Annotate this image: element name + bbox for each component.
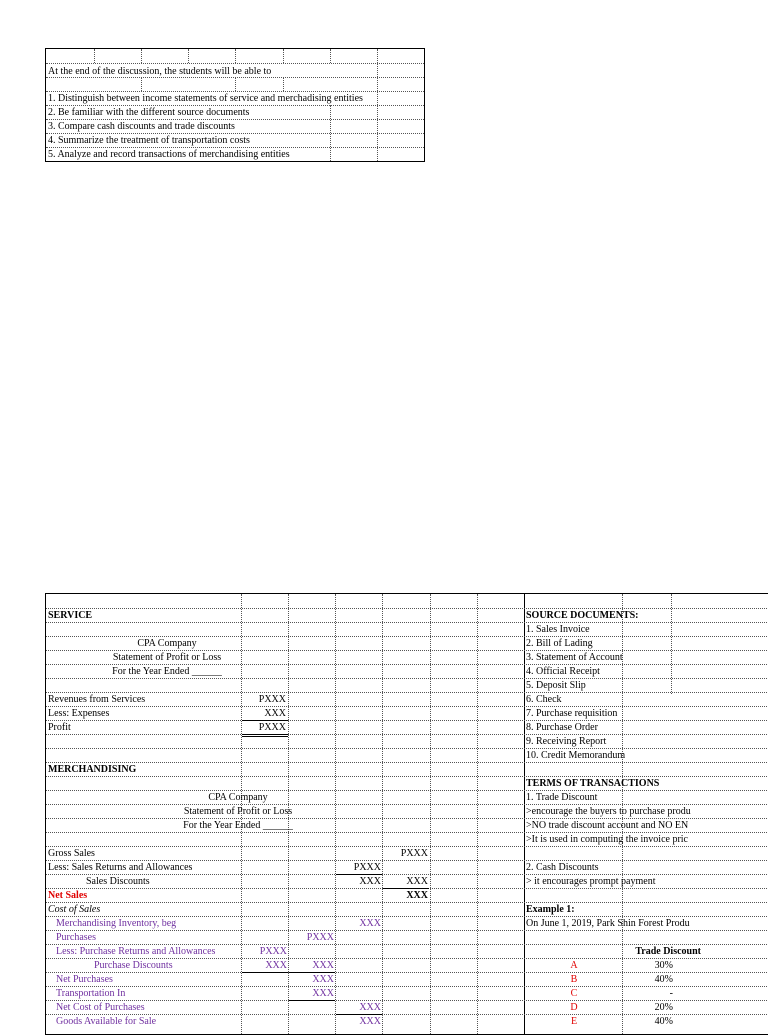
gross-sales-label: Gross Sales: [48, 848, 95, 859]
merch-company: CPA Company: [208, 792, 268, 803]
objective-item-1: 1. Distinguish between income statements of service and merchadising entities: [48, 93, 363, 104]
source-doc-5: 5. Deposit Slip: [526, 680, 586, 691]
purchases-label: Purchases: [56, 932, 96, 943]
merch-period: For the Year Ended ______: [183, 820, 293, 831]
sales-discounts-label: Sales Discounts: [86, 876, 150, 887]
terms-line-4: >It is used in computing the invoice pric: [526, 834, 688, 845]
source-doc-9: 9. Receiving Report: [526, 736, 607, 747]
net-cost-purchases-amount: XXX: [359, 1002, 381, 1013]
service-heading: SERVICE: [48, 610, 93, 621]
inventory-beg-label: Merchandising Inventory, beg: [56, 918, 177, 929]
sales-returns-amount: PXXX: [353, 862, 381, 873]
source-doc-6: 6. Check: [526, 694, 562, 705]
terms-line-2: >encourage the buyers to purchase produ: [526, 806, 691, 817]
service-profit-label: Profit: [48, 722, 71, 733]
service-company: CPA Company: [137, 638, 197, 649]
source-docs-heading: SOURCE DOCUMENTS:: [526, 610, 639, 621]
merch-heading: MERCHANDISING: [48, 764, 137, 775]
net-purchases-amount: XXX: [312, 974, 334, 985]
source-doc-3: 3. Statement of Account: [526, 652, 623, 663]
purchase-discounts-total: XXX: [312, 960, 334, 971]
example-value-b: 40%: [654, 974, 673, 985]
cash-discount-line-1: 2. Cash Discounts: [526, 862, 599, 873]
example-text: On June 1, 2019, Park Shin Forest Produ: [526, 918, 690, 929]
objectives-intro: At the end of the discussion, the students will be able to: [48, 66, 272, 77]
merch-statement: Statement of Profit or Loss: [183, 806, 293, 817]
source-doc-2: 2. Bill of Lading: [526, 638, 593, 649]
source-doc-1: 1. Sales Invoice: [526, 624, 590, 635]
terms-line-1: 1. Trade Discount: [526, 792, 598, 803]
service-period: For the Year Ended ______: [112, 666, 222, 677]
objective-item-5: 5. Analyze and record transactions of merchandising entities: [48, 149, 290, 160]
source-doc-10: 10. Credit Memorandum: [526, 750, 626, 761]
cash-discount-line-2: > it encourages prompt payment: [526, 876, 656, 887]
goods-available-amount: XXX: [359, 1016, 381, 1027]
source-doc-8: 8. Purchase Order: [526, 722, 598, 733]
purchase-discounts-label: Purchase Discounts: [94, 960, 173, 971]
purchase-discounts-amount: XXX: [265, 960, 287, 971]
inventory-beg-amount: XXX: [359, 918, 381, 929]
example-letter-d: D: [570, 1002, 578, 1013]
service-revenue-label: Revenues from Services: [48, 694, 146, 705]
service-expenses-label: Less: Expenses: [48, 708, 110, 719]
statements-sheet: [45, 593, 768, 1035]
transportation-in-label: Transportation In: [56, 988, 126, 999]
example-value-d: 20%: [654, 1002, 673, 1013]
service-statement: Statement of Profit or Loss: [112, 652, 222, 663]
cost-of-sales-label: Cost of Sales: [48, 904, 101, 915]
example-letter-b: B: [570, 974, 578, 985]
sales-discounts-total: XXX: [406, 876, 428, 887]
trade-discount-header: Trade Discount: [635, 946, 701, 957]
purchase-returns-amount: PXXX: [259, 946, 287, 957]
objective-item-3: 3. Compare cash discounts and trade discounts: [48, 121, 235, 132]
purchases-amount: PXXX: [306, 932, 334, 943]
net-sales-label: Net Sales: [48, 890, 88, 901]
objectives-sheet: [45, 48, 425, 162]
service-expenses-amount: XXX: [264, 708, 286, 719]
transportation-in-amount: XXX: [312, 988, 334, 999]
objective-item-2: 2. Be familiar with the different source documents: [48, 107, 250, 118]
gross-sales-amount: PXXX: [400, 848, 428, 859]
example-value-a: 30%: [654, 960, 673, 971]
objective-item-4: 4. Summarize the treatment of transportation costs: [48, 135, 250, 146]
terms-line-3: >NO trade discount account and NO EN: [526, 820, 689, 831]
purchase-returns-label: Less: Purchase Returns and Allowances: [56, 946, 216, 957]
net-cost-purchases-label: Net Cost of Purchases: [56, 1002, 145, 1013]
sales-discounts-amount: XXX: [359, 876, 381, 887]
net-sales-amount: XXX: [406, 890, 428, 901]
source-doc-7: 7. Purchase requisition: [526, 708, 618, 719]
example-letter-c: C: [570, 988, 578, 999]
example-value-c: -: [669, 988, 673, 999]
source-doc-4: 4. Official Receipt: [526, 666, 600, 677]
terms-heading: TERMS OF TRANSACTIONS: [526, 778, 660, 789]
example-value-e: 40%: [654, 1016, 673, 1027]
sales-returns-label: Less: Sales Returns and Allowances: [48, 862, 193, 873]
example-letter-e: E: [570, 1016, 578, 1027]
goods-available-label: Goods Available for Sale: [56, 1016, 157, 1027]
service-revenue-amount: PXXX: [258, 694, 286, 705]
example-heading: Example 1:: [526, 904, 575, 915]
net-purchases-label: Net Purchases: [56, 974, 113, 985]
example-letter-a: A: [570, 960, 578, 971]
service-profit-amount: PXXX: [258, 722, 286, 733]
